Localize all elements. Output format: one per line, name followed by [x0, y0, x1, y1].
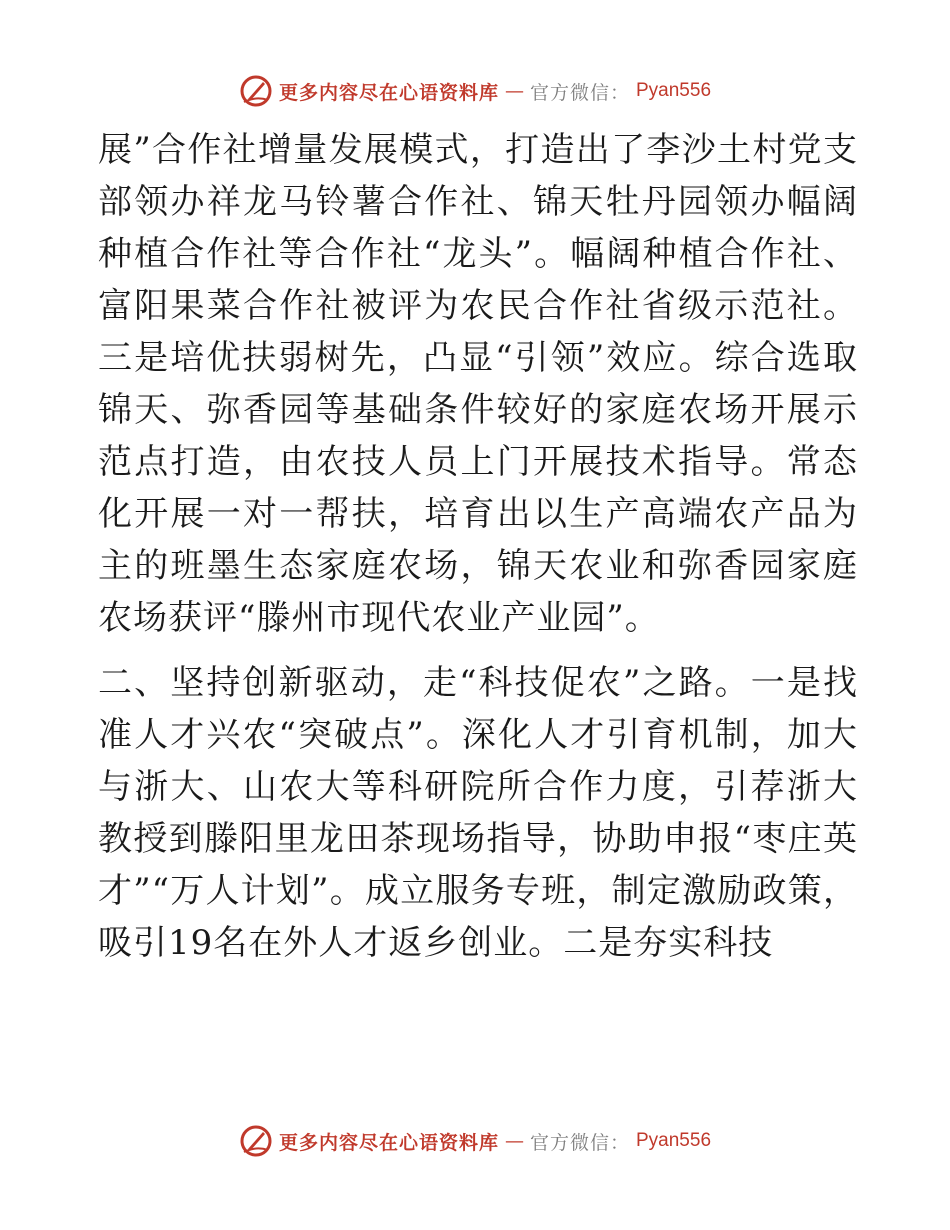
banner-wechat-id: Pyan556: [636, 80, 712, 101]
banner-separator: —: [504, 80, 524, 102]
body-paragraph: 展”合作社增量发展模式，打造出了李沙土村党支部领办祥龙马铃薯合作社、锦天牡丹园领办幅阔种植合作社等合作社“龙头”。幅阔种植合作社、富阳果菜合作社被评为农民合作社省级示范社。三是培优扶弱树先，凸显“引领”效应。综合选取锦天、弥香园等基础条件较好的家庭农场开展示范点打造，由农技人员上门开展技术指导。常态化开展一对一帮扶，培育出以生产高端农产品为主的班墨生态家庭农场，锦天农业和弥香园家庭农场获评“滕州市现代农业产业园”。: [98, 130, 858, 638]
body-paragraph: 二、坚持创新驱动，走“科技促农”之路。一是找准人才兴农“突破点”。深化人才引育机制，加大与浙大、山农大等科研院所合作力度，引荐浙大教授到滕阳里龙田茶现场指导，协助申报“枣庄英才”“万人计划”。成立服务专班，制定激励政策，吸引19名在外人才返乡创业。二是夯实科技: [98, 663, 858, 963]
banner-brand-text: 更多内容尽在心语资料库: [278, 81, 499, 104]
quill-in-circle-icon: [239, 74, 273, 108]
banner-wechat-id: Pyan556: [636, 1130, 712, 1151]
page-header-banner: [0, 74, 950, 108]
banner-wechat-label: 官方微信：: [529, 81, 630, 104]
banner-wechat-label: 官方微信：: [529, 1131, 630, 1154]
banner-separator: —: [504, 1130, 524, 1152]
quill-in-circle-icon: [239, 1124, 273, 1158]
banner-brand-text: 更多内容尽在心语资料库: [278, 1131, 499, 1154]
page-footer-banner: [0, 1124, 950, 1158]
document-body: [98, 124, 858, 969]
